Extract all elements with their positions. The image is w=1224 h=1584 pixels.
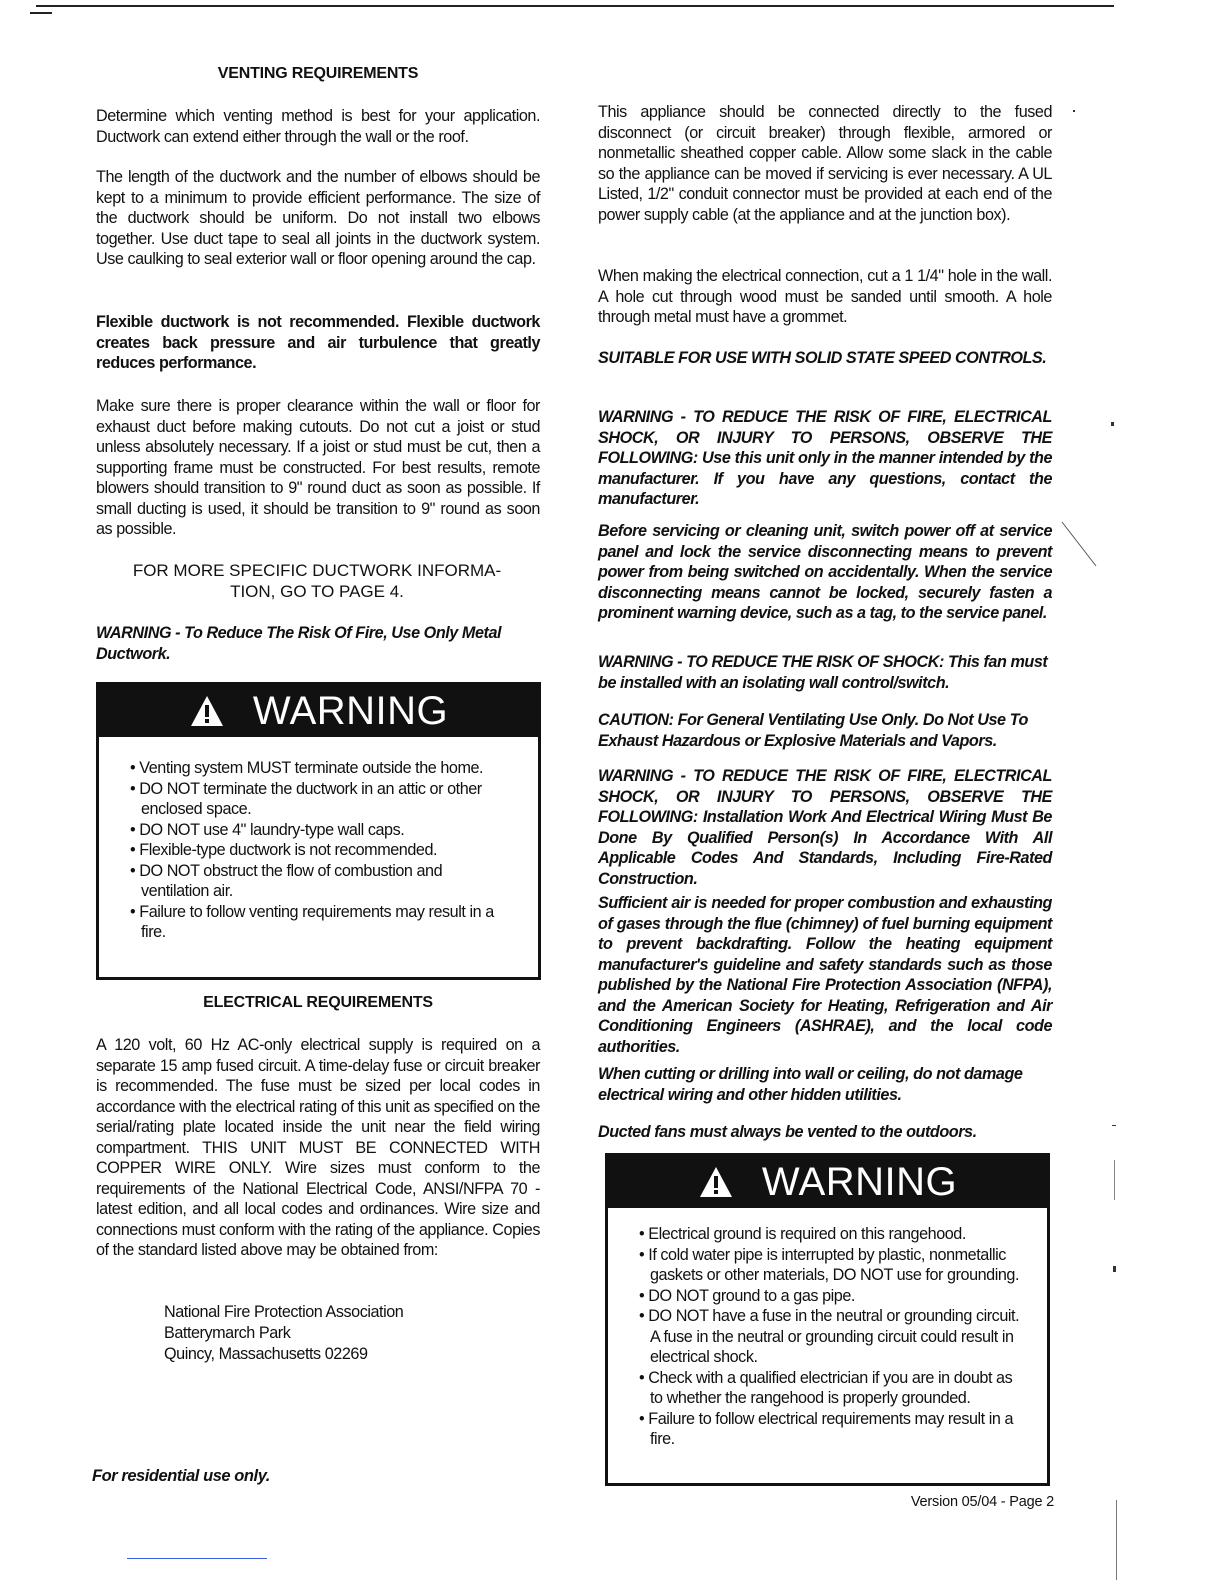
list-item: • Electrical ground is required on this rangehood. [632,1224,1022,1245]
fire-shock-warning-1: WARNING - TO REDUCE THE RISK OF FIRE, ELECTRICAL SHOCK, OR INJURY TO PERSONS, OBSERVE THE FOLLOWING: Use this unit only in the manner intended by the manufacturer. If you have any questions, contact the manufacturer. [598,408,1052,508]
version-page-number: Version 05/04 - Page 2 [910,1494,1054,1510]
warning-triangle-icon [189,693,225,729]
venting-warning-box [96,682,541,980]
electrical-warning-list [632,1224,1022,1450]
electrical-warning-box [605,1153,1050,1486]
scan-line [1116,1500,1117,1580]
metal-ductwork-warning: WARNING - To Reduce The Risk Of Fire, Use Only Metal Ductwork. [96,624,502,663]
top-dash [30,12,52,14]
servicing-warning: Before servicing or cleaning unit, switch power off at service panel and lock the service disconnecting means to prevent power from being switched on accidentally. When the service disconnecting means cannot be locked, securely fasten a prominent warning device, such as a tag, to the service panel. [598,522,1052,622]
electrical-paragraph: A 120 volt, 60 Hz AC-only electrical supply is required on a separate 15 amp fused circuit. A time-delay fuse or circuit breaker is recommended. The fuse must be sized per local codes in accordance with the electrical rating of this unit as specified on the serial/rating plate located inside the unit near the field wiring compartment. THIS UNIT MUST BE CONNECTED WITH COPPER WIRE ONLY. Wire sizes must conform to the requirements of the National Electrical Code, ANSI/NFPA 70 - latest edition, and all local codes and ordinances. Wire size and connections must conform with the rating of the appliance. Copies of the standard listed above may be obtained from: [96,1036,540,1259]
cutting-drilling-note: When cutting or drilling into wall or ceiling, do not damage electrical wiring and other hidden utilities. [598,1065,1023,1104]
list-item: • DO NOT ground to a gas pipe. [632,1286,1022,1307]
hole-paragraph: When making the electrical connection, cut a 1 1/4" hole in the wall. A hole cut through wood must be sanded until smooth. A hole through metal must have a grommet. [598,267,1052,326]
fire-shock-warning-2: WARNING - TO REDUCE THE RISK OF FIRE, ELECTRICAL SHOCK, OR INJURY TO PERSONS, OBSERVE THE FOLLOWING: Installation Work And Electrical Wiring Must Be Done By Qualified Person(s) In Accordance With All Applicable Codes And Standards, Including Fire-Rated Construction. [598,767,1052,888]
scan-dot [1113,1266,1116,1272]
blue-underline [127,1558,267,1559]
list-item: • DO NOT use 4" laundry-type wall caps. [123,820,503,841]
venting-heading: VENTING REQUIREMENTS [217,65,419,82]
more-info-note: FOR MORE SPECIFIC DUCTWORK INFORMA-TION, GO TO PAGE 4. [132,561,502,601]
residential-use-note: For residential use only. [92,1467,270,1485]
ducted-fans-note: Ducted fans must always be vented to the outdoors. [598,1123,977,1141]
combustion-air-note: Sufficient air is needed for proper combustion and exhausting of gases through the flue (chimney) of fuel burning equipment to prevent backdrafting. Follow the heating equipment manufacturer's guideline and safety standards such as those published by the National Fire Protection Association (NFPA), and the American Society for Heating, Refrigeration and Air Conditioning Engineers (ASHRAE), and the local code authorities. [598,894,1052,1056]
ventilating-caution: CAUTION: For General Ventilating Use Only. Do Not Use To Exhaust Hazardous or Explosive Materials and Vapors. [598,711,1028,750]
shock-warning: WARNING - TO REDUCE THE RISK OF SHOCK: This fan must be installed with an isolating wall control/switch. [598,653,1048,692]
warning-title: WARNING [252,689,449,733]
venting-paragraph-2: The length of the ductwork and the number of elbows should be kept to a minimum to provide efficient performance. The size of the ductwork should be uniform. Do not install two elbows together. Use duct tape to seal all joints in the ductwork system. Use caulking to seal exterior wall or floor opening around the cap. [96,168,540,268]
top-rule [36,5,1114,7]
list-item: • Failure to follow electrical requirements may result in a fire. [632,1409,1022,1450]
list-item: • If cold water pipe is interrupted by plastic, nonmetallic gaskets or other materials, DO NOT use for grounding. [632,1245,1022,1286]
scan-dot [1111,422,1114,426]
address-line-3: Quincy, Massachusetts 02269 [164,1345,368,1363]
list-item: • Flexible-type ductwork is not recommended. [123,840,503,861]
warning-banner [608,1156,1047,1208]
venting-paragraph-1: Determine which venting method is best for your application. Ductwork can extend either through the wall or the roof. [96,107,540,146]
list-item: • DO NOT have a fuse in the neutral or grounding circuit. A fuse in the neutral or grounding circuit could result in electrical shock. [632,1306,1022,1368]
nfpa-address [164,1302,524,1365]
address-line-2: Batterymarch Park [164,1324,291,1342]
list-item: • DO NOT obstruct the flow of combustion and ventilation air. [123,861,503,902]
warning-title: WARNING [761,1160,958,1204]
scan-dot [1112,1125,1116,1126]
clearance-paragraph: Make sure there is proper clearance within the wall or floor for exhaust duct before making cutouts. Do not cut a joist or stud unless absolutely necessary. If a joist or stud must be cut, then a supporting frame must be constructed. For best results, remote blowers should transition to 9" round duct as soon as possible. If small ducting is used, it should be transition to 9" round as soon as possible. [96,397,540,538]
list-item: • Check with a qualified electrician if you are in doubt as to whether the rangehood is properly grounded. [632,1368,1022,1409]
address-line-1: National Fire Protection Association [164,1303,404,1321]
list-item: • Failure to follow venting requirements may result in a fire. [123,902,503,943]
flexible-ductwork-note: Flexible ductwork is not recommended. Flexible ductwork creates back pressure and air turbulence that greatly reduces performance. [96,313,540,372]
list-item: • Venting system MUST terminate outside the home. [123,758,503,779]
warning-banner [99,685,538,737]
venting-warning-list [123,758,503,943]
scan-stroke [1060,520,1100,570]
electrical-heading: ELECTRICAL REQUIREMENTS [203,994,433,1011]
scan-line [1114,1160,1115,1200]
list-item: • DO NOT terminate the ductwork in an attic or other enclosed space. [123,779,503,820]
warning-triangle-icon [698,1164,734,1200]
connection-paragraph: This appliance should be connected directly to the fused disconnect (or circuit breaker) through flexible, armored or nonmetallic sheathed copper cable. Allow some slack in the cable so the appliance can be moved if servicing is ever necessary. A UL Listed, 1/2" conduit connector must be provided at each end of the power supply cable (at the appliance and at the junction box). [598,103,1052,224]
scan-dot [1073,110,1075,112]
speed-control-note: SUITABLE FOR USE WITH SOLID STATE SPEED CONTROLS. [598,349,1047,367]
